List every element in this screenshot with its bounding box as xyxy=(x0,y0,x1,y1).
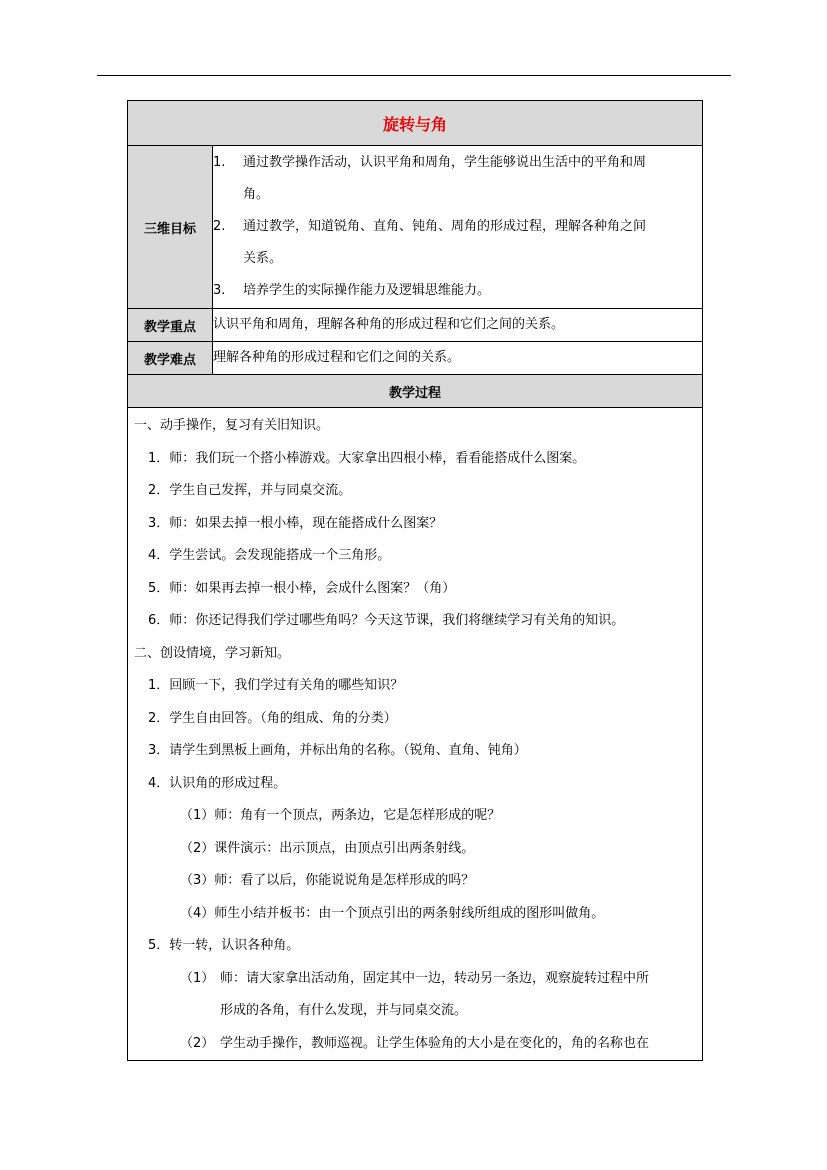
objectives-content xyxy=(213,146,703,309)
process-step: 5．师：如果再去掉一根小棒，会成什么图案？（角） xyxy=(148,580,456,596)
process-content xyxy=(128,408,703,1061)
process-step: 2．学生自由回答。（角的组成、角的分类） xyxy=(148,710,397,726)
difficulty-label: 教学难点 xyxy=(128,342,213,375)
objective-text-continued: 关系。 xyxy=(243,251,283,266)
process-step: 1．师：我们玩一个搭小棒游戏。大家拿出四根小棒，看看能搭成什么图案。 xyxy=(148,450,586,466)
lesson-plan-table xyxy=(127,100,703,1061)
key-point-label: 教学重点 xyxy=(128,309,213,342)
header-rule xyxy=(97,75,731,76)
objective-item xyxy=(213,211,702,275)
key-point-text: 认识平角和周角，理解各种角的形成过程和它们之间的关系。 xyxy=(213,309,703,342)
section-heading: 二、创设情境，学习新知。 xyxy=(134,645,291,661)
process-step: 3．请学生到黑板上画角，并标出角的名称。（锐角、直角、钝角） xyxy=(148,743,527,758)
objective-number: 3. xyxy=(213,283,226,298)
process-step: 4．认识角的形成过程。 xyxy=(148,775,287,791)
substep-text: 师：请大家拿出活动角，固定其中一边，转动另一条边，观察旋转过程中所 xyxy=(220,970,650,986)
substep-text-continued: 形成的各角，有什么发现，并与同桌交流。 xyxy=(220,1003,468,1018)
process-step: 6．师：你还记得我们学过哪些角吗？今天这节课，我们将继续学习有关角的知识。 xyxy=(148,613,625,628)
substep-text: 学生动手操作，教师巡视。让学生体验角的大小是在变化的，角的名称也在 xyxy=(220,1035,650,1051)
process-substep xyxy=(134,1028,696,1061)
process-substep: （3）师：看了以后，你能说说角是怎样形成的吗？ xyxy=(180,873,475,888)
process-step: 1．回顾一下，我们学过有关角的哪些知识？ xyxy=(148,678,404,693)
objectives-label: 三维目标 xyxy=(128,146,213,309)
objective-text-continued: 角。 xyxy=(243,187,270,202)
objective-text: 通过教学操作活动，认识平角和周角，学生能够说出生活中的平角和周 xyxy=(243,155,647,170)
process-step: 3．师：如果去掉一根小棒，现在能搭成什么图案？ xyxy=(148,515,443,531)
process-step: 5．转一转，认识各种角。 xyxy=(148,938,300,953)
section-heading: 一、动手操作，复习有关旧知识。 xyxy=(134,418,330,433)
objective-text: 培养学生的实际操作能力及逻辑思维能力。 xyxy=(243,283,491,298)
objective-item xyxy=(213,147,702,211)
substep-marker: （1） xyxy=(180,970,215,986)
substep-marker: （2） xyxy=(180,1035,215,1051)
process-substep: （2）课件演示：出示顶点，由顶点引出两条射线。 xyxy=(180,840,475,856)
process-step: 2．学生自己发挥，并与同桌交流。 xyxy=(148,483,352,498)
process-heading: 教学过程 xyxy=(128,375,703,408)
objective-item xyxy=(213,275,702,307)
difficulty-text: 理解各种角的形成过程和它们之间的关系。 xyxy=(213,342,703,375)
process-substep: （1）师：角有一个顶点，两条边，它是怎样形成的呢？ xyxy=(180,808,501,823)
process-step: 4．学生尝试。会发现能搭成一个三角形。 xyxy=(148,548,391,563)
objective-number: 2. xyxy=(213,219,226,234)
objective-number: 1. xyxy=(213,155,226,170)
process-substep: （4）师生小结并板书：由一个顶点引出的两条射线所组成的图形叫做角。 xyxy=(180,905,605,921)
process-substep xyxy=(134,963,696,1028)
objective-text: 通过教学，知道锐角、直角、钝角、周角的形成过程，理解各种角之间 xyxy=(243,219,647,234)
lesson-title: 旋转与角 xyxy=(128,101,703,146)
